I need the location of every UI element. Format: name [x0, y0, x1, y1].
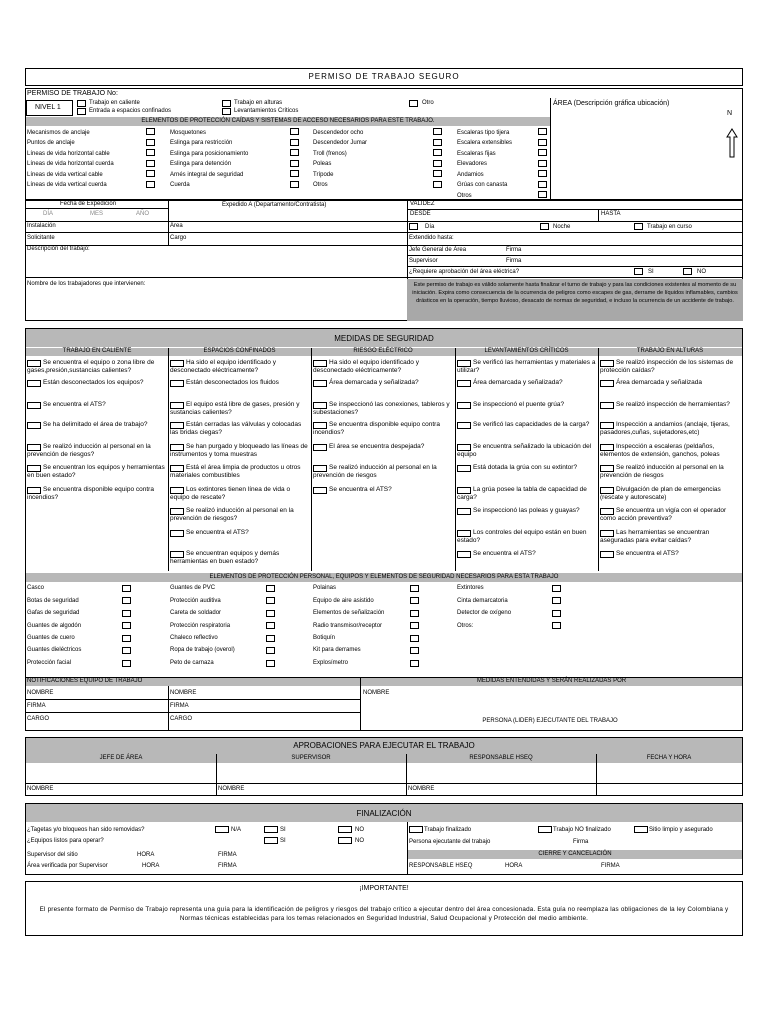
work-type-confined: Entrada a espacios confinados — [89, 108, 172, 114]
ppe-checkbox[interactable] — [552, 585, 561, 592]
notif-firma-1: FIRMA — [27, 703, 46, 709]
ppe-item: Guantes de algodón — [27, 623, 82, 629]
safety-item: Se verificó las capacidades de la carga? — [473, 421, 590, 428]
ppe-checkbox[interactable] — [266, 597, 275, 604]
ppe-item: Otros: — [457, 623, 474, 629]
prot-item: Grúas con canasta — [457, 182, 508, 188]
prot-item: Troll (frenos) — [313, 151, 347, 157]
safety-item: Ha sido el equipo identificado y desconectado eléctricamente? — [313, 359, 419, 374]
notif-header: NOTIFICACIONES EQUIPO DE TRABAJO — [27, 678, 143, 684]
ppe-item: Ropa de trabajo (overol) — [170, 647, 235, 653]
measures-header: MEDIDAS ENTENDIDAS Y SERÁN REALIZADAS POR — [476, 678, 627, 684]
ppe-item: Explosímetro — [313, 660, 349, 666]
area-verified-label: Área verificada por Supervisor — [27, 863, 108, 869]
notif-cargo-2: CARGO — [170, 716, 193, 722]
approval-col: JEFE DE ÁREA — [99, 755, 143, 761]
prot-item: Descendedor Jumar — [313, 140, 368, 146]
ppe-checkbox[interactable] — [122, 610, 131, 617]
equipment-question: ¿Equipos listos para operar? — [27, 838, 104, 844]
ppe-item: Equipo de aire asistido — [313, 598, 374, 604]
tags-no-label: NO — [355, 827, 364, 833]
prot-checkbox[interactable] — [433, 128, 442, 135]
day-checkbox[interactable] — [409, 223, 418, 230]
permit-note: Este permiso de trabajo es válido solamente hasta finalizar el turno de trabajo y para las condiciones existentes al momento de su iniciación. Expira como consecuencia de la ocurrencia de peligros como escapes de gas, derrame de líquidos inflamables, cambios drásticos en la operación, tiempo lluvioso, desacato de normas de seguridad, e incluso la ocurrencia de un accidente de trabajo. — [412, 282, 738, 304]
night-checkbox[interactable] — [540, 223, 549, 230]
approvals-title: APROBACIONES PARA EJECUTAR EL TRABAJO — [293, 741, 475, 750]
ppe-item: Peto de carnaza — [170, 660, 214, 666]
checkbox-confined[interactable] — [77, 108, 86, 115]
work-not-finished-checkbox[interactable] — [538, 826, 552, 833]
ppe-checkbox[interactable] — [266, 647, 275, 654]
ppe-checkbox[interactable] — [122, 585, 131, 592]
prot-checkbox[interactable] — [433, 170, 442, 177]
rule — [25, 232, 743, 233]
ppe-checkbox[interactable] — [266, 622, 275, 629]
prot-item: Cuerda — [170, 182, 190, 188]
prot-checkbox[interactable] — [538, 160, 547, 167]
ppe-item: Polainas — [313, 585, 337, 591]
rule — [360, 678, 361, 731]
ppe-item: Elementos de señalización — [313, 610, 385, 616]
approval-name: NOMBRE — [408, 786, 435, 792]
equip-yes-label: SI — [280, 838, 286, 844]
safety-item: Área demarcada y señalizada? — [473, 379, 563, 386]
checkbox-heights[interactable] — [222, 100, 231, 107]
issue-date-label: Fecha de Expedición — [60, 201, 117, 207]
rule — [25, 783, 743, 784]
ppe-checkbox[interactable] — [552, 597, 561, 604]
rule — [25, 208, 168, 209]
notif-name-1: NOMBRE — [27, 690, 54, 696]
tags-na-label: N/A — [231, 827, 242, 833]
prot-checkbox[interactable] — [290, 149, 299, 156]
issue-month: MES — [90, 211, 104, 217]
approval-no-checkbox[interactable] — [683, 268, 692, 275]
ppe-checkbox[interactable] — [122, 635, 131, 642]
tags-no-checkbox[interactable] — [338, 826, 352, 833]
work-type-other: Otro — [422, 100, 434, 106]
ppe-item: Guantes de PVC — [170, 585, 216, 591]
issued-to-label: Expedido A (Departamento/Contratista) — [222, 202, 327, 208]
prot-item: Eslinga para restricción — [170, 140, 233, 146]
ppe-item: Careta de soldador — [170, 610, 222, 616]
north-label: N — [727, 110, 733, 117]
work-finished-label: Trabajo finalizado — [424, 827, 472, 833]
safety-item: Se inspeccionó las conexiones, tableros y subestaciones? — [313, 401, 450, 416]
safety-item: Se realizó inducción al personal en la prevención de riesgos? — [27, 443, 151, 458]
safety-item: Están desconectados los equipos? — [43, 379, 144, 386]
rule — [406, 754, 407, 796]
important-text: El presente formato de Permiso de Trabajo representa una guía para la identificación de peligros y riesgos del trabajo crítico a ejecutar dentro del área concesionada. Esta guía no reemplaza las obligaciones de la ley Colombiana y Normas técnicas establecidas para los temas relacionados en Seguridad Industrial, Salud Ocupacional y Protección del medio ambiente. — [39, 906, 729, 922]
prot-checkbox[interactable] — [433, 139, 442, 146]
ppe-item: Protección respiratoria — [170, 623, 231, 629]
safety-item: Se realizó inducción al personal en la prevención de riesgos — [313, 464, 437, 479]
ppe-item: Chaleco reflectivo — [170, 635, 218, 641]
safety-item: Ha sido el equipo identificado y desconectado eléctricamente? — [170, 359, 276, 374]
col-confined: ESPACIOS CONFINADOS — [203, 348, 276, 354]
safety-item: Se realizó inspección de herramientas? — [616, 401, 730, 408]
ppe-item: Radio transmisor/receptor — [313, 623, 383, 629]
ppe-checkbox[interactable] — [266, 635, 275, 642]
prot-checkbox[interactable] — [433, 181, 442, 188]
chief-label: Jefe General de Área — [409, 247, 467, 253]
area-verified-hora: HORA — [142, 863, 160, 869]
ppe-checkbox[interactable] — [410, 585, 419, 592]
area-field-label: Área — [170, 223, 183, 229]
prot-checkbox[interactable] — [290, 181, 299, 188]
rule — [407, 200, 408, 280]
ppe-checkbox[interactable] — [122, 622, 131, 629]
page-title: PERMISO DE TRABAJO SEGURO — [308, 72, 460, 81]
prot-item: Escaleras tipo tijera — [457, 130, 510, 136]
rule — [407, 822, 408, 875]
rule — [168, 348, 169, 571]
prot-item: Líneas de vida vertical cable — [27, 172, 103, 178]
rule — [25, 712, 360, 713]
prot-item: Poleas — [313, 161, 332, 167]
rule — [598, 348, 599, 571]
safety-item: Se verificó las herramientas y materiales a utilizar? — [457, 359, 596, 374]
notif-cargo-1: CARGO — [27, 716, 50, 722]
ppe-checkbox[interactable] — [122, 660, 131, 667]
approval-yes-checkbox[interactable] — [634, 268, 643, 275]
site-supervisor-firma: FIRMA — [218, 852, 237, 858]
approval-yes-label: SI — [648, 269, 654, 275]
permit-number-label: PERMISO DE TRABAJO No: — [27, 90, 118, 97]
prot-item: Arnés integral de seguridad — [170, 172, 244, 178]
rule — [596, 754, 597, 796]
ppe-checkbox[interactable] — [410, 622, 419, 629]
safety-item: Se encuentran equipos y demás herramientas en buen estado? — [170, 550, 280, 565]
ppe-checkbox[interactable] — [410, 610, 419, 617]
resp-hseq-label: RESPONSABLE HSEQ — [409, 863, 473, 869]
rule — [168, 200, 169, 245]
prot-checkbox[interactable] — [290, 128, 299, 135]
prot-checkbox[interactable] — [433, 149, 442, 156]
ppe-header: ELEMENTOS DE PROTECCIÓN PERSONAL, EQUIPOS Y ELEMENTOS DE SEGURIDAD NECESARIOS PARA ESTA TRABAJO — [209, 574, 559, 580]
prot-item: Eslinga para detención — [170, 161, 232, 167]
site-clean-label: Sitio limpio y asegurado — [649, 827, 713, 833]
prot-item: Otros — [457, 193, 472, 199]
work-description-label: Descripción del trabajo: — [27, 246, 90, 252]
close-header: CIERRE Y CANCELACIÓN — [538, 851, 612, 857]
safety-item: Se encuentran los equipos y herramientas en buen estado? — [27, 464, 165, 479]
prot-checkbox[interactable] — [538, 170, 547, 177]
supervisor-label: Supervisor — [409, 258, 438, 264]
prot-checkbox[interactable] — [146, 149, 155, 156]
prot-item: Escalera extensibles — [457, 140, 513, 146]
prot-checkbox[interactable] — [146, 139, 155, 146]
north-arrow-icon — [726, 128, 738, 158]
safety-item: Se encuentra un vigía con el operador como acción preventiva? — [600, 507, 727, 522]
ppe-item: Kit para derrames — [313, 647, 361, 653]
ppe-checkbox[interactable] — [266, 660, 275, 667]
prot-item: Líneas de vida horizontal cuerda — [27, 161, 114, 167]
safety-item: Se encuentra el ATS? — [43, 401, 106, 408]
prot-checkbox[interactable] — [290, 160, 299, 167]
prot-item: Líneas de vida vertical cuerda — [27, 182, 107, 188]
rule — [455, 348, 456, 571]
safety-item: Están cerradas las válvulas y colocadas las bridas ciegas? — [170, 421, 302, 436]
safety-item: Inspección a escaleras (peldaños, elementos de extensión, ganchos, poleas — [600, 443, 720, 458]
col-hot-work: TRABAJO EN CALIENTE — [62, 348, 132, 354]
from-label: DESDE — [410, 211, 431, 217]
col-electrical: RIESGO ELÉCTRICO — [353, 348, 413, 354]
prot-item: Escaleras fijas — [457, 151, 496, 157]
safety-item: Se realizó inducción al personal en la prevención de riesgos — [600, 464, 724, 479]
prot-checkbox[interactable] — [538, 191, 547, 198]
prot-checkbox[interactable] — [146, 170, 155, 177]
rule — [598, 209, 599, 221]
issue-day: DÍA — [43, 211, 54, 217]
chief-signature-label: Firma — [506, 247, 522, 253]
ppe-checkbox[interactable] — [122, 597, 131, 604]
safety-item: Divulgación de plan de emergencias (rescate y autorescate) — [600, 486, 721, 501]
position-label: Cargo — [170, 235, 187, 241]
rule — [25, 277, 743, 278]
safety-item: Se encuentra el ATS? — [329, 486, 392, 493]
ppe-item: Guantes dieléctricos — [27, 647, 82, 653]
rule — [407, 209, 743, 210]
prot-checkbox[interactable] — [290, 170, 299, 177]
requester-label: Solicitante — [27, 235, 55, 241]
important-title: ¡IMPORTANTE! — [359, 885, 409, 892]
safety-item: La grúa posee la tabla de capacidad de carga? — [457, 486, 587, 501]
checkbox-hot-work[interactable] — [77, 100, 86, 107]
day-label: Día — [425, 224, 435, 230]
ppe-checkbox[interactable] — [410, 660, 419, 667]
rule — [407, 266, 743, 267]
prot-item: Mosquetones — [170, 130, 207, 136]
prot-checkbox[interactable] — [433, 160, 442, 167]
prot-item: Otros — [313, 182, 328, 188]
safety-item: Área demarcada y señalizada — [616, 379, 702, 386]
safety-item: Se encuentra el ATS? — [186, 529, 249, 536]
safety-item: Están desconectados los fluidos — [186, 379, 279, 386]
safety-item: Se realizó inducción al personal en la prevención de riesgos? — [170, 507, 294, 522]
prot-checkbox[interactable] — [290, 139, 299, 146]
executor-label: Persona ejecutante del trabajo — [409, 839, 491, 845]
protection-header: ELEMENTOS DE PROTECCIÓN CAÍDAS Y SISTEMAS DE ACCESO NECESARIOS PARA ESTE TRABAJO. — [141, 118, 435, 124]
approval-no-label: NO — [697, 269, 706, 275]
ppe-item: Botas de seguridad — [27, 598, 79, 604]
prot-item: Líneas de vida horizontal cable — [27, 151, 110, 157]
safety-item: Las herramientas se encuentran aseguradas para evitar caídas? — [600, 529, 710, 544]
prot-checkbox[interactable] — [538, 181, 547, 188]
rule — [168, 686, 169, 731]
area-label: ÁREA (Descripción gráfica ubicación) — [553, 100, 670, 107]
checkbox-critical[interactable] — [222, 108, 231, 115]
prot-checkbox[interactable] — [538, 139, 547, 146]
col-heights: TRABAJO EN ALTURAS — [636, 348, 704, 354]
ppe-checkbox[interactable] — [552, 622, 561, 629]
ppe-item: Gafas de seguridad — [27, 610, 80, 616]
ppe-checkbox[interactable] — [552, 610, 561, 617]
safety-item: Se realizó inspección de los sistemas de protección caídas? — [600, 359, 734, 374]
ongoing-checkbox[interactable] — [634, 223, 643, 230]
tags-yes-label: SI — [280, 827, 286, 833]
extended-label: Extendido hasta: — [409, 235, 454, 241]
ppe-item: Casco — [27, 585, 45, 591]
resp-hseq-hora: HORA — [505, 863, 523, 869]
site-supervisor-hora: HORA — [137, 852, 155, 858]
safety-item: Está dotada la grúa con su extintor? — [473, 464, 578, 471]
site-clean-checkbox[interactable] — [634, 826, 648, 833]
notif-name-2: NOMBRE — [170, 690, 197, 696]
safety-item: Los controles del equipo están en buen estado? — [457, 529, 587, 544]
safety-item: Se encuentra el equipo o zona libre de gases,presión,sustancias calientes? — [27, 359, 155, 374]
site-supervisor-label: Supervisor del sitio — [27, 852, 78, 858]
safety-item: El área se encuentra despejada? — [329, 443, 425, 450]
ppe-item: Cinta demarcatoria — [457, 598, 508, 604]
issue-year: AÑO — [136, 211, 150, 217]
prot-checkbox[interactable] — [146, 128, 155, 135]
ppe-checkbox[interactable] — [266, 585, 275, 592]
prot-item: Trípode — [313, 172, 334, 178]
tags-na-checkbox[interactable] — [215, 826, 229, 833]
tags-question: ¿Tagetas y/o bloqueos han sido removidas? — [27, 827, 145, 833]
checkbox-other[interactable] — [409, 100, 418, 107]
ppe-item: Detector de oxígeno — [457, 610, 512, 616]
safety-item: Está el área limpia de productos u otros materiales combustibles — [170, 464, 301, 479]
ppe-item: Protección facial — [27, 660, 72, 666]
safety-item: Se han purgado y bloqueado las líneas de instrumentos y toma muestras — [170, 443, 308, 458]
safety-item: Se encuentra el ATS? — [616, 550, 679, 557]
rule — [407, 255, 743, 256]
prot-checkbox[interactable] — [538, 149, 547, 156]
approval-col: RESPONSABLE HSEQ — [469, 755, 533, 761]
rule — [311, 348, 312, 571]
safety-item: Se encuentra disponible equipo contra incendios? — [313, 421, 440, 436]
prot-item: Elevadores — [457, 161, 488, 167]
validity-label: VALIDEZ — [410, 201, 435, 207]
ongoing-label: Trabajo en curso — [647, 224, 692, 230]
equip-no-checkbox[interactable] — [338, 837, 352, 844]
ppe-item: Extintores — [457, 585, 484, 591]
final-title: FINALIZACIÓN — [356, 809, 412, 818]
night-label: Noche — [553, 224, 571, 230]
rule — [216, 754, 217, 796]
prot-item: Eslinga para posicionamiento — [170, 151, 249, 157]
safety-item: Se encuentra disponible equipo contra incendios? — [27, 486, 154, 501]
ppe-item: Botiquín — [313, 635, 336, 641]
safety-item: Inspección a andamios (anclaje, tijeras, pasadores,cuñas, sujetadores,etc) — [600, 421, 730, 436]
level-label: NIVEL 1 — [35, 104, 61, 111]
prot-checkbox[interactable] — [146, 160, 155, 167]
work-finished-checkbox[interactable] — [409, 826, 423, 833]
ppe-item: Protección auditiva — [170, 598, 221, 604]
safety-item: Área demarcada y señalizada? — [329, 379, 419, 386]
prot-item: Mecanismos de anclaje — [27, 130, 90, 136]
measures-name: NOMBRE — [363, 690, 390, 696]
ppe-checkbox[interactable] — [410, 635, 419, 642]
safety-item: Se encuentra el ATS? — [473, 550, 536, 557]
to-label: HASTA — [601, 211, 621, 217]
safety-item: Se encuentra señalizado la ubicación del equipo — [457, 443, 592, 458]
work-type-critical: Levantamientos Críticos — [234, 108, 299, 114]
area-divider — [550, 98, 551, 200]
col-lifting: LEVANTAMIENTOS CRÍTICOS — [484, 348, 569, 354]
approval-col: FECHA Y HORA — [646, 755, 692, 761]
rule — [25, 245, 743, 246]
workers-label: Nombre de los trabajadores que intervienen: — [27, 281, 146, 287]
requires-approval-label: ¿Requiere aprobación del área eléctrica? — [409, 269, 520, 275]
work-not-finished-label: Trabajo NO finalizado — [553, 827, 611, 833]
ppe-checkbox[interactable] — [266, 610, 275, 617]
supervisor-signature-label: Firma — [506, 258, 522, 264]
prot-item: Andamios — [457, 172, 484, 178]
ppe-checkbox[interactable] — [410, 647, 419, 654]
safety-title: MEDIDAS DE SEGURIDAD — [334, 334, 434, 343]
notif-firma-2: FIRMA — [170, 703, 189, 709]
approval-name: NOMBRE — [218, 786, 245, 792]
safety-item: Se ha delimitado el área de trabajo? — [43, 421, 148, 428]
ppe-item: Guantes de cuero — [27, 635, 75, 641]
safety-item: Se inspeccionó el puente grúa? — [473, 401, 565, 408]
rule — [25, 699, 360, 700]
installation-label: Instalación — [27, 223, 56, 229]
rule — [25, 221, 743, 222]
prot-checkbox[interactable] — [146, 181, 155, 188]
ppe-checkbox[interactable] — [122, 647, 131, 654]
safety-item: Los extintores tienen línea de vida o equipo de rescate? — [170, 486, 291, 501]
leader-label: PERSONA (LIDER) EJECUTANTE DEL TRABAJO — [482, 718, 618, 724]
work-type-hot: Trabajo en caliente — [89, 100, 140, 106]
equip-no-label: NO — [355, 838, 364, 844]
prot-item: Puntos de anclaje — [27, 140, 75, 146]
executor-firma: Firma — [573, 839, 589, 845]
prot-item: Descendedor ocho — [313, 130, 364, 136]
area-verified-firma: FIRMA — [218, 863, 237, 869]
equip-yes-checkbox[interactable] — [264, 837, 278, 844]
safety-item: Se inspeccionó las poleas y guayas? — [473, 507, 580, 514]
work-type-heights: Trabajo en alturas — [234, 100, 283, 106]
approval-name: NOMBRE — [27, 786, 54, 792]
ppe-checkbox[interactable] — [410, 597, 419, 604]
approval-col: SUPERVISOR — [291, 755, 331, 761]
resp-hseq-firma: FIRMA — [601, 863, 620, 869]
safety-item: El equipo está libre de gases, presión y sustancias calientes? — [170, 401, 300, 416]
tags-yes-checkbox[interactable] — [264, 826, 278, 833]
prot-checkbox[interactable] — [538, 128, 547, 135]
